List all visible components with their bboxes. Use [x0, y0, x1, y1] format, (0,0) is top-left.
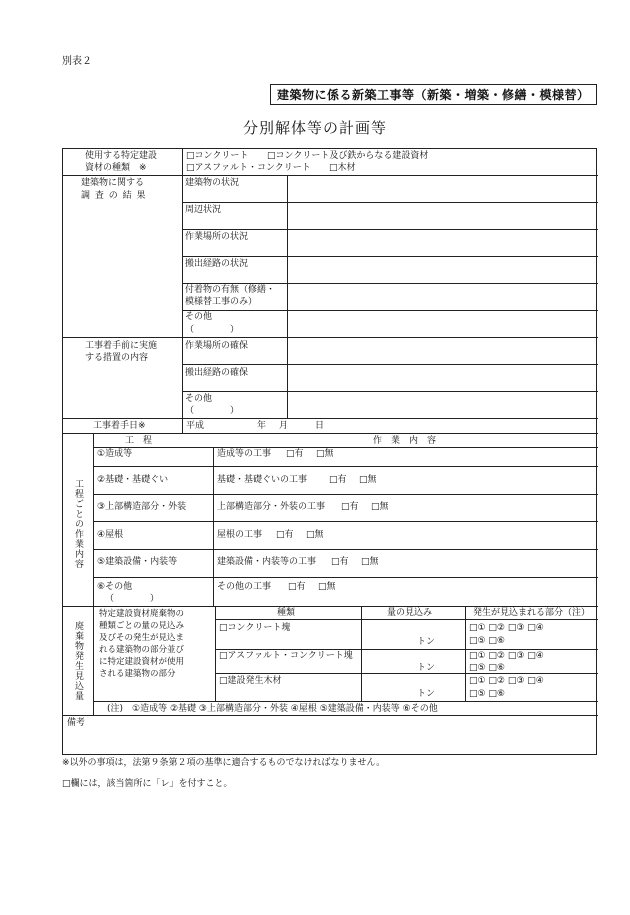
start-date-year: 年 [257, 421, 267, 431]
process-no[interactable]: □無 [316, 449, 334, 459]
work-col-header: 作 業 内 容 [373, 436, 437, 446]
waste-part[interactable]: □① □② □③ □④ [469, 676, 544, 686]
waste-type[interactable]: □建設発生木材 [219, 676, 282, 686]
page-label: 別表２ [62, 56, 92, 67]
waste-unit: トン [417, 663, 436, 673]
process-yes[interactable]: □有 [329, 475, 347, 485]
measures-item: 搬出経路の確保 [185, 368, 249, 378]
process-work: 屋根の工事 [217, 530, 263, 540]
process-yes[interactable]: □有 [276, 530, 294, 540]
process-no[interactable]: □無 [371, 502, 389, 512]
process-name: ③上部構造部分・外装 [97, 502, 187, 512]
material-option-concrete[interactable]: □コンクリート [186, 151, 249, 161]
waste-unit: トン [417, 637, 436, 647]
survey-item: 付着物の有無（修繕・ [185, 285, 276, 295]
page-title: 分別解体等の計画等 [242, 119, 387, 137]
footnote-1: ※以外の事項は，法第９条第２項の基準に適合するものでなければなりません。 [62, 758, 386, 768]
material-option-asphalt[interactable]: □アスファルト・コンクリート [186, 163, 311, 173]
waste-side-label: 廃棄物発生見込量 [73, 621, 83, 701]
process-side-label: 工程ごとの作業内容 [73, 479, 83, 569]
waste-unit: トン [417, 689, 436, 699]
process-no[interactable]: □無 [318, 582, 336, 592]
process-work: 造成等の工事 [217, 449, 272, 459]
process-yes[interactable]: □有 [286, 449, 304, 459]
waste-desc: れる建築物の部分並び [99, 645, 185, 655]
survey-item: 周辺状況 [185, 205, 222, 215]
survey-item: その他 [185, 312, 213, 322]
measures-label-2: する措置の内容 [85, 353, 149, 363]
waste-part[interactable]: □⑤ □⑥ [469, 636, 506, 646]
waste-type[interactable]: □アスファルト・コンクリート塊 [219, 651, 353, 661]
process-name: ①造成等 [97, 449, 133, 459]
start-date-day: 日 [315, 421, 325, 431]
process-name: ②基礎・基礎ぐい [97, 475, 169, 485]
process-work: その他の工事 [217, 582, 272, 592]
process-work: 基礎・基礎ぐいの工事 [217, 475, 308, 485]
waste-desc: 特定建設資材廃棄物の [99, 609, 185, 619]
process-no[interactable]: □無 [359, 475, 377, 485]
waste-desc: 及びその発生が見込ま [99, 633, 185, 643]
process-name: ④屋根 [97, 530, 124, 540]
process-name-sub: （ ） [105, 594, 160, 604]
process-no[interactable]: □無 [361, 557, 379, 567]
waste-col-part: 発生が見込まれる部分（注） [473, 608, 591, 618]
survey-item-sub: （ ） [185, 325, 240, 335]
materials-label-2: 資材の種類 ※ [85, 163, 147, 173]
materials-label-1: 使用する特定建設 [85, 151, 158, 161]
start-date-month: 月 [279, 421, 289, 431]
waste-col-amount: 量の見込み [387, 608, 433, 618]
material-option-wood[interactable]: □木材 [329, 163, 356, 173]
remarks-label: 備考 [67, 718, 86, 728]
waste-type[interactable]: □コンクリート塊 [219, 623, 291, 633]
survey-item-sub: 模様替工事のみ） [185, 297, 258, 307]
waste-desc: される建築物の部分 [99, 669, 176, 679]
measures-label-1: 工事着手前に実施 [85, 341, 158, 351]
survey-item: 作業場所の状況 [185, 232, 249, 242]
footnote-2: □欄には，該当箇所に「レ」を付すこと。 [62, 779, 233, 789]
measures-item-sub: （ ） [185, 406, 240, 416]
process-yes[interactable]: □有 [331, 557, 349, 567]
survey-label-1: 建築物に関する [81, 178, 145, 188]
waste-part[interactable]: □⑤ □⑥ [469, 689, 506, 699]
survey-label-2: 調 査 の 結 果 [81, 191, 147, 201]
waste-desc: に特定建設資材が使用 [99, 657, 185, 667]
survey-item: 搬出経路の状況 [185, 259, 249, 269]
process-yes[interactable]: □有 [341, 502, 359, 512]
measures-item: その他 [185, 394, 213, 404]
process-work: 建築設備・内装等の工事 [217, 557, 317, 567]
process-yes[interactable]: □有 [288, 582, 306, 592]
start-date-label: 工事着手日※ [93, 421, 146, 431]
waste-part[interactable]: □① □② □③ □④ [469, 623, 544, 633]
process-work: 上部構造部分・外装の工事 [217, 502, 326, 512]
form-table [62, 148, 597, 755]
waste-part[interactable]: □① □② □③ □④ [469, 651, 544, 661]
waste-note: (注) ①造成等 ②基礎 ③上部構造部分・外装 ④屋根 ⑤建築設備・内装等 ⑥その他 [107, 704, 438, 714]
waste-desc: 種類ごとの量の見込み [99, 621, 185, 631]
material-option-concrete-steel[interactable]: □コンクリート及び鉄からなる建設資材 [267, 151, 429, 161]
waste-col-type: 種類 [277, 608, 296, 618]
process-no[interactable]: □無 [306, 530, 324, 540]
start-date-era: 平成 [186, 421, 205, 431]
process-name: ⑤建築設備・内装等 [97, 557, 178, 567]
survey-item: 建築物の状況 [185, 178, 240, 188]
waste-part[interactable]: □⑤ □⑥ [469, 663, 506, 673]
process-name: ⑥その他 [97, 582, 133, 592]
measures-item: 作業場所の確保 [185, 341, 249, 351]
category-box: 建築物に係る新築工事等（新築・増築・修繕・模様替） [270, 84, 597, 105]
process-col-header: 工 程 [125, 436, 153, 446]
